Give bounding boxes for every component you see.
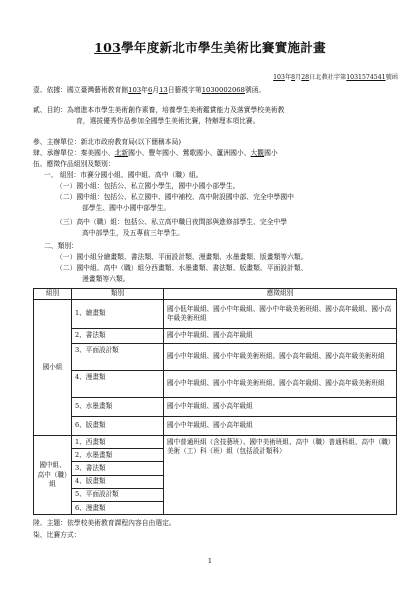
entry-cell: 國小中年級組、國小高年級組 <box>164 417 397 436</box>
category-cell: 2、書法類 <box>72 329 164 344</box>
section-theme: 陸、主題：依學校美術教育課程內容自由選定。 <box>33 519 176 527</box>
table-row <box>34 344 397 371</box>
host-text: 肆、承辦單位：秦美國小、 <box>33 149 115 157</box>
host-text: 國小 <box>264 149 278 157</box>
basis-doc-number: 1030002068 <box>201 86 245 94</box>
categories-secondary-line1: （二）國中組、高中（職）組分西畫類、水墨畫類、書法類、版畫類、平面設計類、 <box>56 264 308 272</box>
category-item: 6、漫畫類 <box>75 503 106 512</box>
table-row <box>34 398 397 417</box>
categories-heading: 二、類別： <box>44 242 78 250</box>
ref-text: 年 <box>284 74 292 81</box>
category-item: 5、平面設計類 <box>72 488 163 501</box>
groups-heading: 一、 組別：市賽分國小組、國中組、高中（職）組。 <box>44 171 203 179</box>
category-cell: 4、漫畫類 <box>72 371 164 398</box>
basis-year: 103 <box>128 86 142 94</box>
page-title <box>0 38 420 56</box>
category-item: 1、西畫類 <box>72 436 163 449</box>
group-cell: 國小組 <box>34 300 72 436</box>
entry-cell: 國小低年級組、國小中年級組、國小中年級美術班組、國小高年級組、國小高年級美術班組 <box>164 300 397 329</box>
basis-day: 13 <box>159 86 168 94</box>
category-item: 3、書法類 <box>72 462 163 475</box>
title-year: 103 <box>94 40 122 55</box>
reference-number <box>273 72 398 81</box>
ref-day: 28 <box>301 74 310 81</box>
group-senior-line2: 高中部學生，及五專前三年學生。 <box>82 229 184 237</box>
group-elementary: （一）國小組：包括公、私立國小學生，國中小國小部學生。 <box>56 182 240 190</box>
entry-cell: 國小中年級組、國小中年級美術班組、國小高年級組、國小高年級美術班組 <box>164 371 397 398</box>
category-cell: 3、平面設計類 <box>72 344 164 371</box>
basis-text: 號函。 <box>244 86 266 94</box>
category-item: 4、版畫類 <box>72 475 163 488</box>
category-sublist <box>72 436 163 514</box>
basis-text: 日藝視字第 <box>167 86 202 94</box>
section-purpose-line2: 育，選拔優秀作品參加全國學生美術比賽，特辦理本項比賽。 <box>76 117 260 125</box>
category-list-cell <box>72 436 164 515</box>
group-cell: 國中組、高中（職）組 <box>34 436 72 515</box>
ref-month: 8 <box>291 74 296 81</box>
basis-month: 6 <box>147 86 153 94</box>
group-junior-line2: 部學生、國中小國中部學生。 <box>82 204 171 212</box>
ref-text: 日北教社字第 <box>309 74 347 81</box>
header-entry: 應徵組別 <box>164 289 397 300</box>
category-cell: 6、版畫類 <box>72 417 164 436</box>
ref-year: 103 <box>273 74 285 81</box>
host-school: 大觀 <box>250 149 265 157</box>
host-text: 國小、豐年國小、鶯歌國小、蘆洲國小、 <box>128 149 251 157</box>
table-row <box>34 329 397 344</box>
ref-text: 號函 <box>385 74 398 81</box>
group-junior-line1: （二）國中組：包括公、私立國中、國中補校、高中附設國中部、完全中學國中 <box>56 193 294 201</box>
section-method: 柒、比賽方式： <box>33 531 81 539</box>
page-number: 1 <box>207 557 213 565</box>
entry-cell: 國中普通班組（含技藝班）、國中美術班組、高中（職）普通科組、高中（職）美術（工）科（班）組（包括設計類科） <box>164 436 397 515</box>
basis-text: 月 <box>152 86 160 94</box>
table-header-row <box>34 289 397 300</box>
section-basis <box>33 86 265 96</box>
header-group: 組別 <box>34 289 72 300</box>
categories-secondary-line2: 漫畫類等六類。 <box>82 275 130 283</box>
table-row <box>34 436 397 515</box>
host-school: 北新 <box>114 149 129 157</box>
ref-doc-number: 1031574541 <box>346 74 386 81</box>
ref-text: 月 <box>295 74 302 81</box>
basis-text: 年 <box>141 86 148 94</box>
section-categories: 伍、應徵作品組別及類別： <box>33 160 115 168</box>
entry-cell: 國小中年級組、國小高年級組 <box>164 329 397 344</box>
entry-cell: 國小中年級組、國小高年級組 <box>164 398 397 417</box>
table-row <box>34 371 397 398</box>
title-text: 學年度新北市學生美術比賽實施計畫 <box>121 40 326 55</box>
basis-text: 壹、依據：國立臺灣藝術教育館 <box>33 86 129 94</box>
section-organizer: 參、主辦單位：新北市政府教育局(以下簡稱本局) <box>33 138 182 146</box>
table-row <box>34 300 397 329</box>
table-row <box>34 417 397 436</box>
section-purpose-line1: 貳、目的：為增進本市學生美術創作素養，培養學生美術鑑賞能力及落實學校美術教 <box>33 106 285 114</box>
category-item: 2、水墨畫類 <box>72 449 163 462</box>
entry-cell: 國小中年級組、國小中年級美術班組、國小高年級組、國小高年級美術班組 <box>164 344 397 371</box>
category-cell: 5、水墨畫類 <box>72 398 164 417</box>
categories-elementary: （一）國小組分繪畫類、書法類、平面設計類、漫畫類、水墨畫類、版畫類等六類。 <box>56 253 308 261</box>
header-category: 類別 <box>72 289 164 300</box>
section-host-units <box>33 149 278 159</box>
category-cell: 1、繪畫類 <box>72 300 164 329</box>
group-senior-line1: （三）高中（職）組：包括公、私立高中職日夜間部與進修部學生、完全中學 <box>56 218 288 226</box>
category-table <box>33 288 397 515</box>
